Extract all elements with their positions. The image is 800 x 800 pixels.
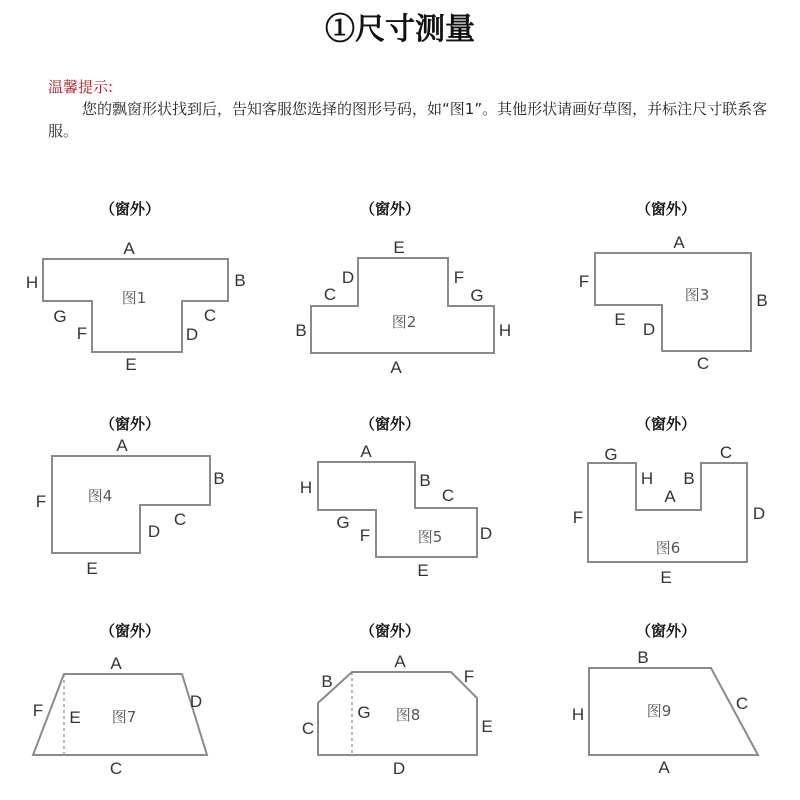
figure-8-label-f: F (463, 667, 475, 686)
figure-6 (573, 443, 765, 587)
figure-5-label-f: F (359, 526, 371, 545)
figure-2-label-b: B (295, 321, 307, 340)
side-label-7: （窗外） (99, 622, 161, 640)
figure-6-label-g: G (604, 445, 618, 464)
figure-9-label-c: C (735, 694, 749, 713)
figure-5-name: 图5 (417, 528, 443, 546)
figure-2-label-a: A (390, 358, 402, 377)
figure-4-label-e: E (86, 559, 98, 578)
side-label-8: （窗外） (359, 622, 421, 640)
figure-5-label-h: H (299, 478, 313, 497)
figure-6-name: 图6 (655, 539, 681, 557)
figure-5-label-a: A (360, 442, 372, 461)
figure-2-shape (311, 258, 494, 353)
side-label-6: （窗外） (635, 415, 697, 433)
figure-8 (302, 652, 493, 778)
figure-9-shape (589, 668, 758, 755)
figure-2 (295, 238, 511, 377)
figure-8-label-c: C (301, 719, 315, 738)
figure-1-label-f: F (76, 324, 88, 343)
figure-3-shape (595, 253, 751, 351)
figure-4-label-f: F (35, 492, 47, 511)
figure-8-label-b: B (321, 672, 333, 691)
figure-4-name: 图4 (87, 487, 113, 505)
figure-6-label-h: H (640, 469, 654, 488)
figure-9-label-b: B (637, 648, 649, 667)
figure-3-label-e: E (614, 310, 626, 329)
figure-9-label-h: H (571, 705, 585, 724)
figure-6-label-f: F (572, 508, 584, 527)
figure-6-label-a: A (664, 487, 676, 506)
figure-4-label-d: D (147, 522, 161, 541)
figure-3 (579, 233, 768, 373)
figure-6-label-c: C (719, 443, 733, 462)
figure-7-label-f: F (32, 701, 44, 720)
figure-5-label-d: D (479, 524, 493, 543)
figure-9 (572, 648, 758, 777)
figure-2-label-c: C (323, 285, 337, 304)
figure-3-name: 图3 (684, 286, 710, 304)
figure-3-label-d: D (642, 320, 656, 339)
figure-8-name: 图8 (395, 706, 421, 724)
figure-7 (33, 654, 207, 778)
figure-4-label-b: B (213, 469, 225, 488)
figure-3-label-b: B (756, 291, 768, 310)
figure-8-label-a: A (394, 652, 406, 671)
figure-6-label-b: B (683, 469, 695, 488)
figure-6-label-e: E (660, 568, 672, 587)
figure-7-label-e: E (69, 708, 81, 727)
figure-8-label-d: D (392, 759, 406, 778)
figure-2-label-e: E (393, 238, 405, 257)
figure-8-label-g: G (357, 703, 371, 722)
figure-1-label-h: H (25, 273, 39, 292)
figure-1 (26, 239, 246, 374)
figure-7-name: 图7 (111, 708, 137, 726)
figure-5 (300, 442, 492, 580)
figure-4-label-a: A (116, 436, 128, 455)
side-label-4: （窗外） (99, 415, 161, 433)
figure-5-shape (318, 462, 477, 557)
figure-5-label-g: G (336, 513, 350, 532)
figure-1-label-c: C (203, 306, 217, 325)
tip-body: 您的飘窗形状找到后，告知客服您选择的图形号码，如“图1”。其他形状请画好草图，并标注尺寸联系客服。 (48, 100, 768, 140)
figure-7-label-a: A (110, 654, 122, 673)
figure-1-name: 图1 (121, 289, 147, 307)
side-label-1: （窗外） (99, 200, 161, 218)
figure-5-label-c: C (441, 486, 455, 505)
figure-7-label-c: C (109, 759, 123, 778)
figure-2-label-g: G (470, 286, 484, 305)
figure-4-shape (52, 456, 210, 553)
figure-2-name: 图2 (391, 313, 417, 331)
figure-1-label-g: G (53, 307, 67, 326)
side-label-5: （窗外） (359, 415, 421, 433)
figure-3-label-c: C (696, 354, 710, 373)
figure-1-label-b: B (234, 271, 246, 290)
side-label-2: （窗外） (359, 200, 421, 218)
figure-1-label-a: A (123, 239, 135, 258)
figure-4-label-c: C (173, 510, 187, 529)
figure-8-label-e: E (481, 717, 493, 736)
figure-4 (36, 436, 225, 578)
figure-3-label-a: A (673, 233, 685, 252)
figure-2-label-d: D (341, 268, 355, 287)
page-title: ①尺寸测量 (325, 12, 475, 47)
figure-1-label-d: D (185, 325, 199, 344)
figure-3-label-f: F (578, 272, 590, 291)
side-label-9: （窗外） (635, 622, 697, 640)
figure-1-label-e: E (125, 355, 137, 374)
figure-2-label-f: F (453, 268, 465, 287)
figure-9-label-a: A (658, 758, 670, 777)
tip-title: 温馨提示: (48, 78, 114, 96)
figure-6-label-d: D (752, 504, 766, 523)
figure-5-label-b: B (419, 471, 431, 490)
side-label-3: （窗外） (635, 200, 697, 218)
figure-7-label-d: D (189, 692, 203, 711)
figure-2-label-h: H (498, 321, 512, 340)
figure-5-label-e: E (417, 561, 429, 580)
figure-9-name: 图9 (646, 702, 672, 720)
